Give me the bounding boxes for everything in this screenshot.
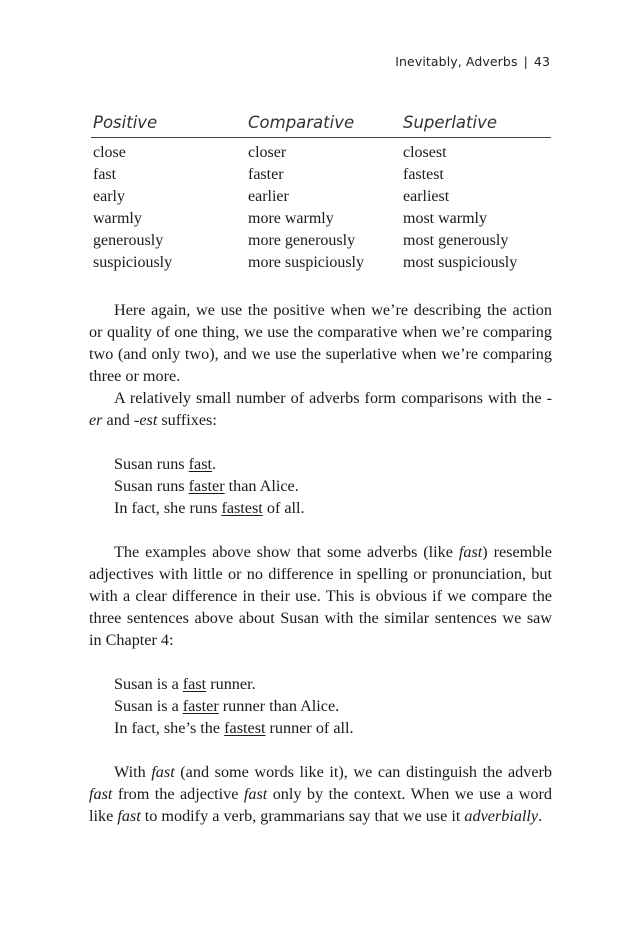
- body-text: [89, 299, 552, 827]
- cell-comparative: more generously: [248, 232, 356, 249]
- italic-word: fast: [117, 807, 141, 825]
- example-sentence: [89, 497, 552, 519]
- underlined-word: faster: [188, 477, 225, 495]
- comparison-table: [91, 113, 551, 274]
- cell-positive: close: [93, 144, 126, 161]
- cell-superlative: fastest: [403, 166, 444, 183]
- text-run: of all.: [262, 499, 305, 517]
- italic-word: fast: [458, 543, 483, 561]
- paragraph-4: [89, 761, 552, 827]
- text-run: from the adjective: [112, 785, 244, 803]
- text-run: runner of all.: [265, 719, 354, 737]
- table-row: [91, 142, 551, 164]
- table-row: [91, 252, 551, 274]
- underlined-word: fast: [188, 455, 213, 473]
- example-sentence: [89, 453, 552, 475]
- header-comparative: Comparative: [248, 113, 355, 132]
- text-run: (and some words like it), we can distinguish the adverb: [174, 763, 553, 781]
- text-run: In fact, she’s the: [114, 719, 225, 737]
- example-sentence: [89, 717, 552, 739]
- example-sentence: [89, 673, 552, 695]
- spacer: [89, 519, 552, 541]
- cell-positive: fast: [93, 166, 117, 183]
- paragraph-3: [89, 541, 552, 651]
- table-row: [91, 164, 551, 186]
- italic-word: fast: [89, 785, 113, 803]
- table-row: [91, 208, 551, 230]
- cell-comparative: faster: [248, 166, 284, 183]
- italic-word: fast: [243, 785, 268, 803]
- paragraph-1: Here again, we use the positive when we’re describing the action or quality of one thing, we use the comparative when we’re comparing two (and only two), and we use the superlative when we’re comparing three or more.: [89, 301, 552, 385]
- page-number: 43: [533, 54, 550, 69]
- cell-positive: suspiciously: [93, 254, 173, 271]
- underlined-word: fastest: [221, 499, 263, 517]
- header-positive: Positive: [93, 113, 158, 132]
- example-sentence: [89, 695, 552, 717]
- underlined-word: fast: [182, 675, 207, 693]
- text-run: to modify a verb, grammarians say that we use it: [140, 807, 465, 825]
- spacer: [89, 431, 552, 453]
- text-run: suffixes:: [157, 411, 217, 429]
- text-run: Susan runs: [114, 455, 189, 473]
- cell-comparative: closer: [248, 144, 287, 161]
- suffix-er: -er: [89, 389, 552, 429]
- cell-superlative: most generously: [403, 232, 509, 249]
- cell-comparative: more suspiciously: [248, 254, 364, 271]
- italic-word: adverbially: [464, 807, 539, 825]
- text-run: Susan is a: [114, 675, 183, 693]
- text-run: .: [212, 455, 217, 473]
- underlined-word: faster: [182, 697, 219, 715]
- cell-comparative: earlier: [248, 188, 289, 205]
- text-run: and: [102, 411, 134, 429]
- text-run: only by the context. When we use a word like: [89, 785, 552, 825]
- paragraph-2: [89, 387, 552, 431]
- spacer: [89, 739, 552, 761]
- spacer: [89, 651, 552, 673]
- text-run: than Alice.: [224, 477, 299, 495]
- table-body: [91, 138, 551, 274]
- cell-positive: generously: [93, 232, 164, 249]
- cell-comparative: more warmly: [248, 210, 334, 227]
- cell-positive: warmly: [93, 210, 142, 227]
- header-separator: |: [523, 54, 528, 69]
- text-run: A relatively small number of adverbs form comparisons with the: [114, 389, 547, 407]
- table-header-row: [91, 113, 551, 138]
- text-run: ) resemble adjectives with little or no difference in spelling or pronunciation, but with a clear difference in their use. This is obvious if we compare the three sentences above about Susan with the similar sentences we saw in Chapter 4:: [89, 543, 552, 649]
- text-run: Susan is a: [114, 697, 183, 715]
- italic-word: fast: [151, 763, 175, 781]
- text-run: runner than Alice.: [218, 697, 340, 715]
- text-run: Susan runs: [114, 477, 189, 495]
- suffix-est: -est: [133, 411, 158, 429]
- underlined-word: fastest: [224, 719, 266, 737]
- cell-positive: early: [93, 188, 125, 205]
- running-title: Inevitably, Adverbs: [395, 54, 518, 69]
- table-row: [91, 186, 551, 208]
- example-sentence: [89, 475, 552, 497]
- text-run: With: [114, 763, 152, 781]
- cell-superlative: earliest: [403, 188, 450, 205]
- header-superlative: Superlative: [403, 113, 498, 132]
- table-row: [91, 230, 551, 252]
- text-run: The examples above show that some adverbs (like: [114, 543, 459, 561]
- cell-superlative: most suspiciously: [403, 254, 518, 271]
- text-run: runner.: [206, 675, 256, 693]
- text-run: In fact, she runs: [114, 499, 222, 517]
- cell-superlative: closest: [403, 144, 447, 161]
- running-header: [395, 54, 550, 69]
- text-run: .: [538, 807, 543, 825]
- cell-superlative: most warmly: [403, 210, 487, 227]
